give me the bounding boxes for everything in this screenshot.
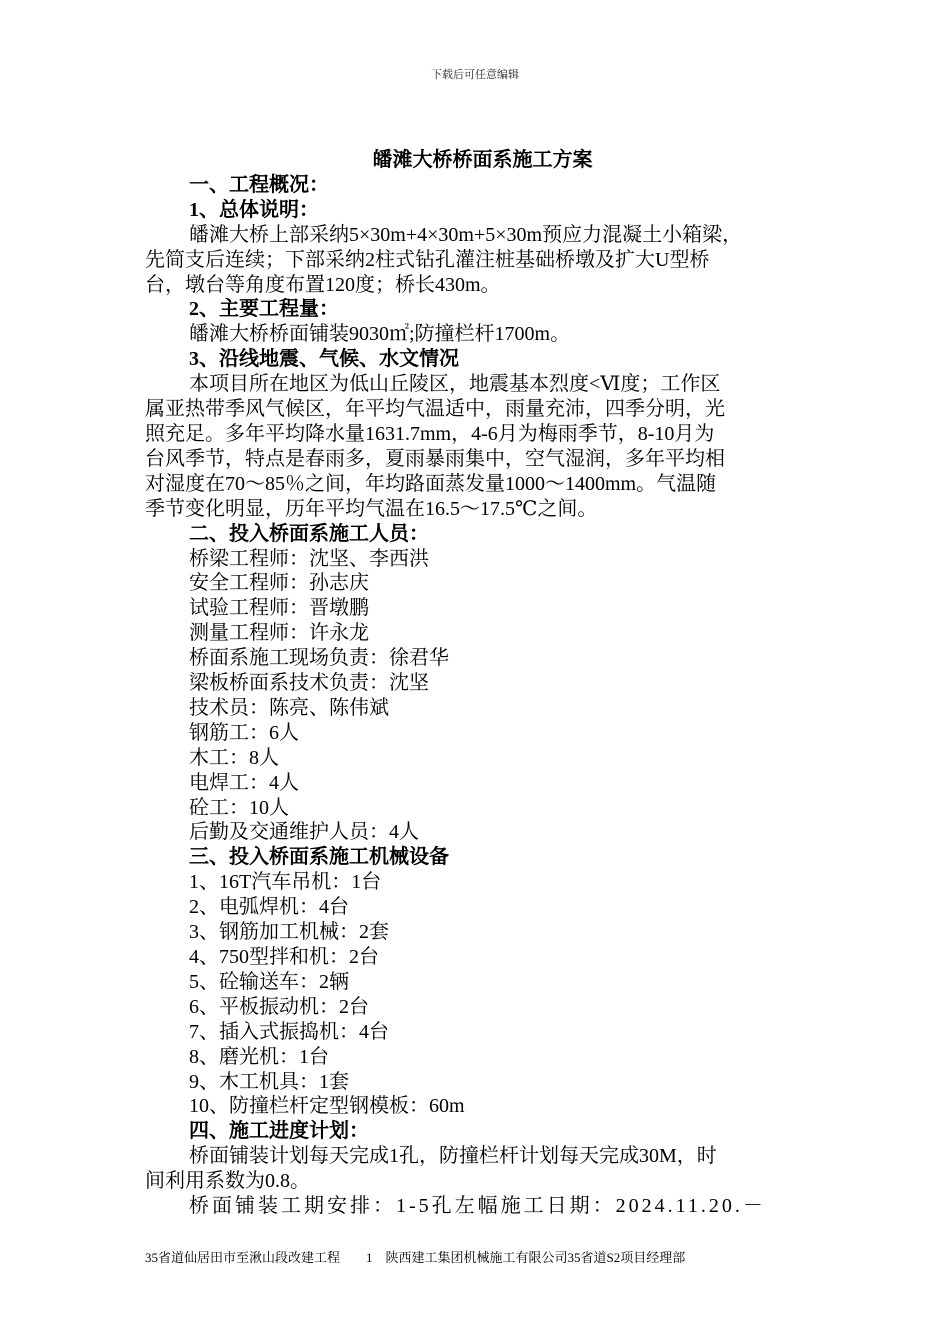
text-line: 照充足。多年平均降水量1631.7mm，4-6月为梅雨季节，8-10月为 [145, 422, 715, 445]
text-line: 梁板桥面系技术负责：沈坚 [189, 672, 429, 695]
text-line: 砼工：10人 [189, 796, 289, 819]
text-line: 电焊工：4人 [189, 771, 299, 794]
text-line: 试验工程师：晋墩鹏 [189, 597, 369, 620]
text-line: 本项目所在地区为低山丘陵区，地震基本烈度<Ⅵ度；工作区 [189, 373, 721, 396]
text-line: 2、电弧焊机：4台 [189, 896, 349, 919]
text-line: 安全工程师：孙志庆 [189, 572, 369, 595]
text-line: 皤滩大桥桥面铺装9030㎡;防撞栏杆1700m。 [189, 323, 571, 346]
text-line: 先简支后连续；下部采纳2柱式钻孔灌注桩基础桥墩及扩大U型桥 [145, 248, 710, 271]
text-line: 钢筋工：6人 [189, 721, 299, 744]
text-line: 8、磨光机：1台 [189, 1045, 329, 1068]
text-line: 二、投入桥面系施工人员： [189, 522, 429, 545]
text-line: 对湿度在70～85％之间，年均路面蒸发量1000～1400mm。气温随 [145, 472, 717, 495]
text-line: 季节变化明显，历年平均气温在16.5～17.5℃之间。 [145, 497, 598, 520]
page-footer: 35省道仙居田市至湫山段改建工程 1 陕西建工集团机械施工有限公司35省道S2项目经理部 [145, 1250, 686, 1265]
text-line: 桥面系施工现场负责：徐君华 [189, 647, 449, 670]
text-line: 皤滩大桥上部采纳5×30m+4×30m+5×30m预应力混凝土小箱梁， [189, 223, 743, 246]
document-title: 皤滩大桥桥面系施工方案 [372, 149, 593, 171]
text-line: 台风季节，特点是春雨多，夏雨暴雨集中，空气湿润，多年平均相 [145, 447, 725, 470]
text-line: 5、砼输送车：2辆 [189, 970, 349, 993]
text-line: 6、平板振动机：2台 [189, 995, 369, 1018]
text-line: 桥梁工程师：沈坚、李西洪 [189, 547, 429, 570]
header-note: 下载后可任意编辑 [431, 69, 519, 81]
text-line: 1、总体说明： [189, 198, 319, 221]
text-line: 三、投入桥面系施工机械设备 [189, 846, 449, 869]
document-lines [145, 173, 810, 1219]
text-line: 木工：8人 [189, 746, 279, 769]
text-line: 3、沿线地震、气候、水文情况 [189, 348, 459, 371]
text-line: 1、16T汽车吊机：1台 [189, 871, 382, 894]
text-line: 10、防撞栏杆定型钢模板：60m [189, 1095, 465, 1118]
text-line: 2、主要工程量： [189, 298, 339, 321]
text-line: 4、750型拌和机：2台 [189, 946, 379, 968]
text-line: 3、钢筋加工机械：2套 [189, 921, 389, 944]
text-line: 桥面铺装工期安排：1-5孔左幅施工日期：2024.11.20.－ [189, 1195, 766, 1218]
text-line: 台，墩台等角度布置120度；桥长430m。 [145, 273, 501, 296]
text-line: 间利用系数为0.8。 [145, 1170, 310, 1193]
text-line: 桥面铺装计划每天完成1孔，防撞栏杆计划每天完成30M，时 [189, 1145, 717, 1168]
text-line: 一、工程概况： [189, 173, 329, 196]
text-line: 9、木工机具：1套 [189, 1070, 349, 1093]
text-line: 四、施工进度计划： [189, 1120, 369, 1143]
text-line: 7、插入式振捣机：4台 [189, 1020, 389, 1043]
text-line: 技术员：陈亮、陈伟斌 [189, 696, 389, 719]
document-body [145, 148, 810, 1219]
text-line: 后勤及交通维护人员：4人 [189, 821, 419, 844]
text-line: 测量工程师：许永龙 [189, 622, 369, 645]
text-line: 属亚热带季风气候区，年平均气温适中，雨量充沛，四季分明，光 [145, 398, 725, 421]
